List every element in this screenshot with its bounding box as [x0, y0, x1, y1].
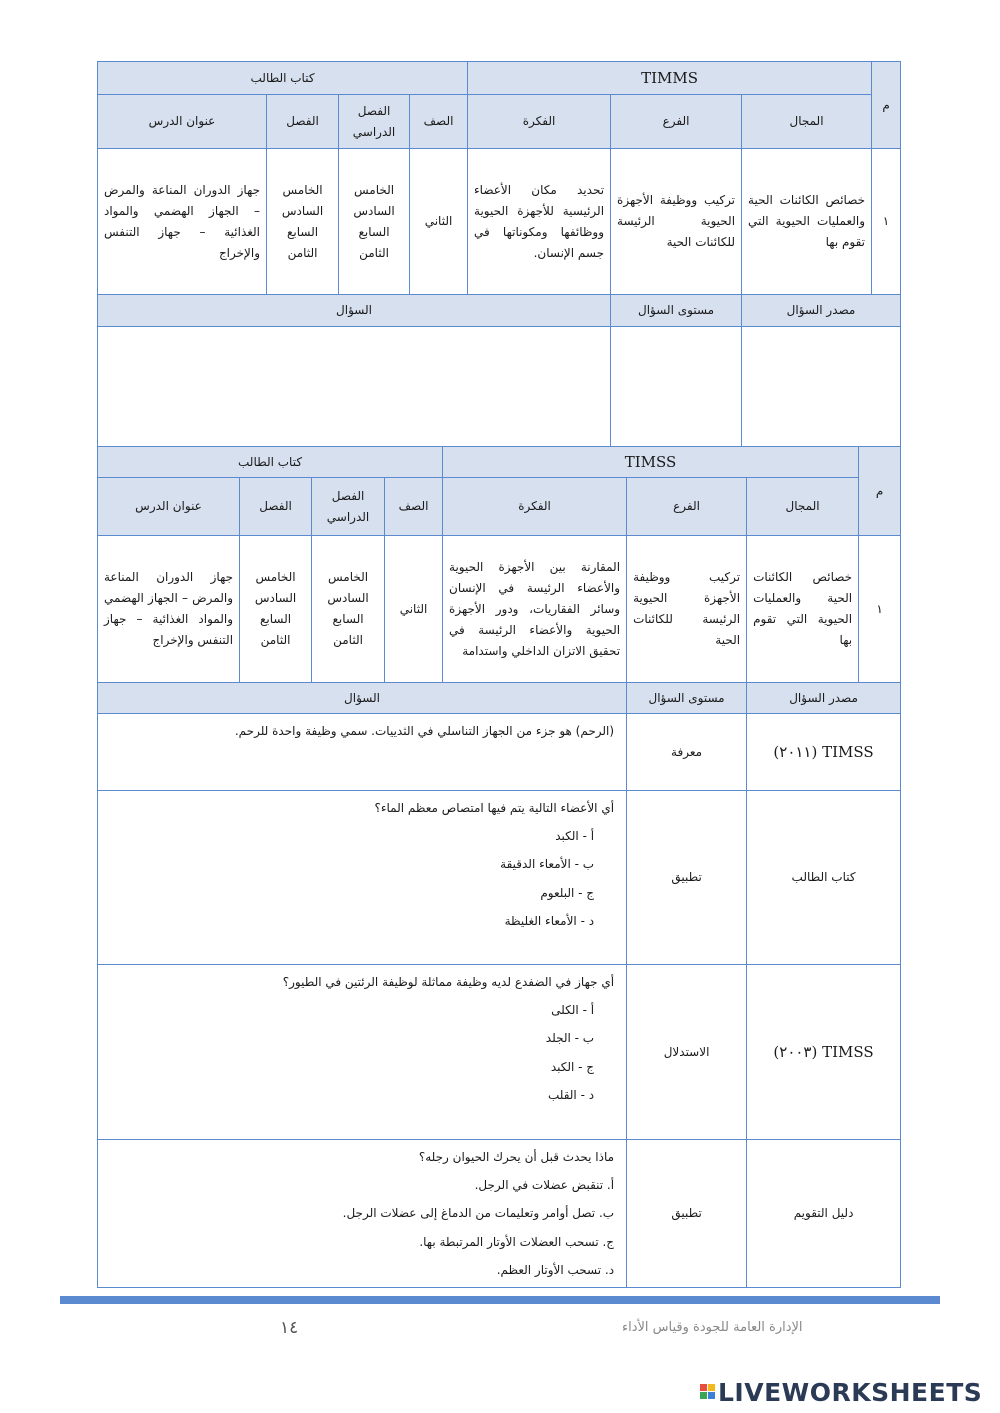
question-source: كتاب الطالب [747, 791, 901, 965]
question-level: تطبيق [627, 1140, 747, 1288]
question-text [98, 791, 627, 965]
branch-header: الفرع [627, 478, 747, 536]
empty-source-cell[interactable] [742, 327, 901, 447]
question-header: السؤال [98, 295, 611, 327]
idea-header: الفكرة [468, 95, 611, 149]
question-source: TIMSS (٢٠٠٣) [747, 965, 901, 1140]
answer-option[interactable]: ب - الجلد [545, 1031, 595, 1046]
question-stem: ماذا يحدث قبل أن يحرك الحيوان رجله؟ [418, 1150, 615, 1164]
empty-level-cell[interactable] [611, 327, 742, 447]
answer-option[interactable]: أ - الكلى [551, 1003, 595, 1018]
question-level: معرفة [627, 714, 747, 791]
lesson-cell: جهاز الدوران المناعة والمرض – الجهاز الهضمي والمواد الغذائية – جهاز التنفس والإخراج [98, 149, 267, 295]
answer-option[interactable]: د. تسحب الأوتار العظم. [496, 1262, 615, 1277]
timms-header: TIMMS [468, 62, 872, 95]
answer-option[interactable]: أ - الكبد [555, 829, 595, 844]
answer-option[interactable]: ج - الكبد [550, 1059, 595, 1074]
question-text [98, 714, 627, 791]
footer-organization: الإدارة العامة للجودة وقياس الأداء [622, 1320, 803, 1335]
answer-option[interactable]: ب - الأمعاء الدقيقة [500, 857, 595, 872]
curriculum-table-1 [97, 61, 901, 447]
chapter-cell: الخامس السادس السابع الثامن [267, 149, 339, 295]
empty-question-cell[interactable] [98, 327, 611, 447]
answer-option[interactable]: د - القلب [547, 1087, 595, 1102]
domain-header: المجال [747, 478, 859, 536]
answer-option[interactable]: أ. تنقبض عضلات في الرجل. [474, 1178, 615, 1193]
question-source: دليل التقويم [747, 1140, 901, 1288]
question-source-header: مصدر السؤال [747, 683, 901, 714]
question-row [98, 791, 901, 965]
question-stem: (الرحم) هو جزء من الجهاز التناسلي في الثدييات. سمي وظيفة واحدة للرحم. [234, 724, 615, 738]
answer-option[interactable]: ج. تسحب العضلات الأوتار المرتبطة بها. [419, 1234, 615, 1249]
domain-cell: خصائص الكائنات الحية والعمليات الحيوية التي تقوم بها [742, 149, 872, 295]
logo-text: LIVEWORKSHEETS [718, 1378, 983, 1407]
student-book-header: كتاب الطالب [98, 447, 443, 478]
question-row [98, 714, 901, 791]
liveworksheets-logo[interactable] [700, 1378, 982, 1407]
logo-blocks-icon [700, 1384, 716, 1400]
term-header: الفصل الدراسي [312, 478, 385, 536]
answer-option[interactable]: د - الأمعاء الغليظة [504, 913, 595, 928]
term-header: الفصل الدراسي [339, 95, 410, 149]
domain-header: المجال [742, 95, 872, 149]
question-source-header: مصدر السؤال [742, 295, 901, 327]
term-cell: الخامس السادس السابع الثامن [339, 149, 410, 295]
chapter-header: الفصل [267, 95, 339, 149]
question-text [98, 965, 627, 1140]
idea-cell: المقارنة بين الأجهزة الحيوية والأعضاء الرئيسة في الإنسان وسائر الفقاريات، ودور الأجهزة الحيوية والأعضاء الرئيسة في تحقيق الاتزان الداخلي واستدامة [443, 536, 627, 683]
curriculum-table-2 [97, 446, 901, 1288]
question-source: TIMSS (٢٠١١) [747, 714, 901, 791]
domain-cell: خصائص الكائنات الحية والعمليات الحيوية التي تقوم بها [747, 536, 859, 683]
row-number: ١ [872, 149, 901, 295]
question-level-header: مستوى السؤال [611, 295, 742, 327]
row-number: ١ [859, 536, 901, 683]
grade-cell: الثاني [385, 536, 443, 683]
index-header: م [872, 62, 901, 149]
question-stem: أي جهاز في الضفدع لديه وظيفة مماثلة لوظيفة الرئتين في الطيور؟ [282, 975, 615, 989]
lesson-header: عنوان الدرس [98, 95, 267, 149]
question-row [98, 965, 901, 1140]
grade-header: الصف [410, 95, 468, 149]
answer-option[interactable]: ج - البلعوم [540, 885, 595, 900]
question-level-header: مستوى السؤال [627, 683, 747, 714]
idea-cell: تحديد مكان الأعضاء الرئيسية للأجهزة الحيوية ووظائفها ومكوناتها في جسم الإنسان. [468, 149, 611, 295]
question-stem: أي الأعضاء التالية يتم فيها امتصاص معظم الماء؟ [374, 801, 615, 815]
branch-header: الفرع [611, 95, 742, 149]
student-book-header: كتاب الطالب [98, 62, 468, 95]
grade-header: الصف [385, 478, 443, 536]
question-row [98, 1140, 901, 1288]
question-text [98, 1140, 627, 1288]
grade-cell: الثاني [410, 149, 468, 295]
branch-cell: تركيب ووظيفة الأجهزة الحيوية الرئيسة للكائنات الحية [627, 536, 747, 683]
timss-header: TIMSS [443, 447, 859, 478]
idea-header: الفكرة [443, 478, 627, 536]
chapter-header: الفصل [240, 478, 312, 536]
term-cell: الخامس السادس السابع الثامن [312, 536, 385, 683]
index-header: م [859, 447, 901, 536]
question-level: الاستدلال [627, 965, 747, 1140]
lesson-header: عنوان الدرس [98, 478, 240, 536]
branch-cell: تركيب ووظيفة الأجهزة الحيوية الرئيسة للكائنات الحية [611, 149, 742, 295]
page-number: ١٤ [280, 1318, 299, 1338]
question-header: السؤال [98, 683, 627, 714]
lesson-cell: جهاز الدوران المناعة والمرض – الجهاز الهضمي والمواد الغذائية – جهاز التنفس والإخراج [98, 536, 240, 683]
question-level: تطبيق [627, 791, 747, 965]
answer-option[interactable]: ب. تصل أوامر وتعليمات من الدماغ إلى عضلات الرجل. [342, 1206, 615, 1221]
chapter-cell: الخامس السادس السابع الثامن [240, 536, 312, 683]
footer-divider [60, 1296, 940, 1304]
